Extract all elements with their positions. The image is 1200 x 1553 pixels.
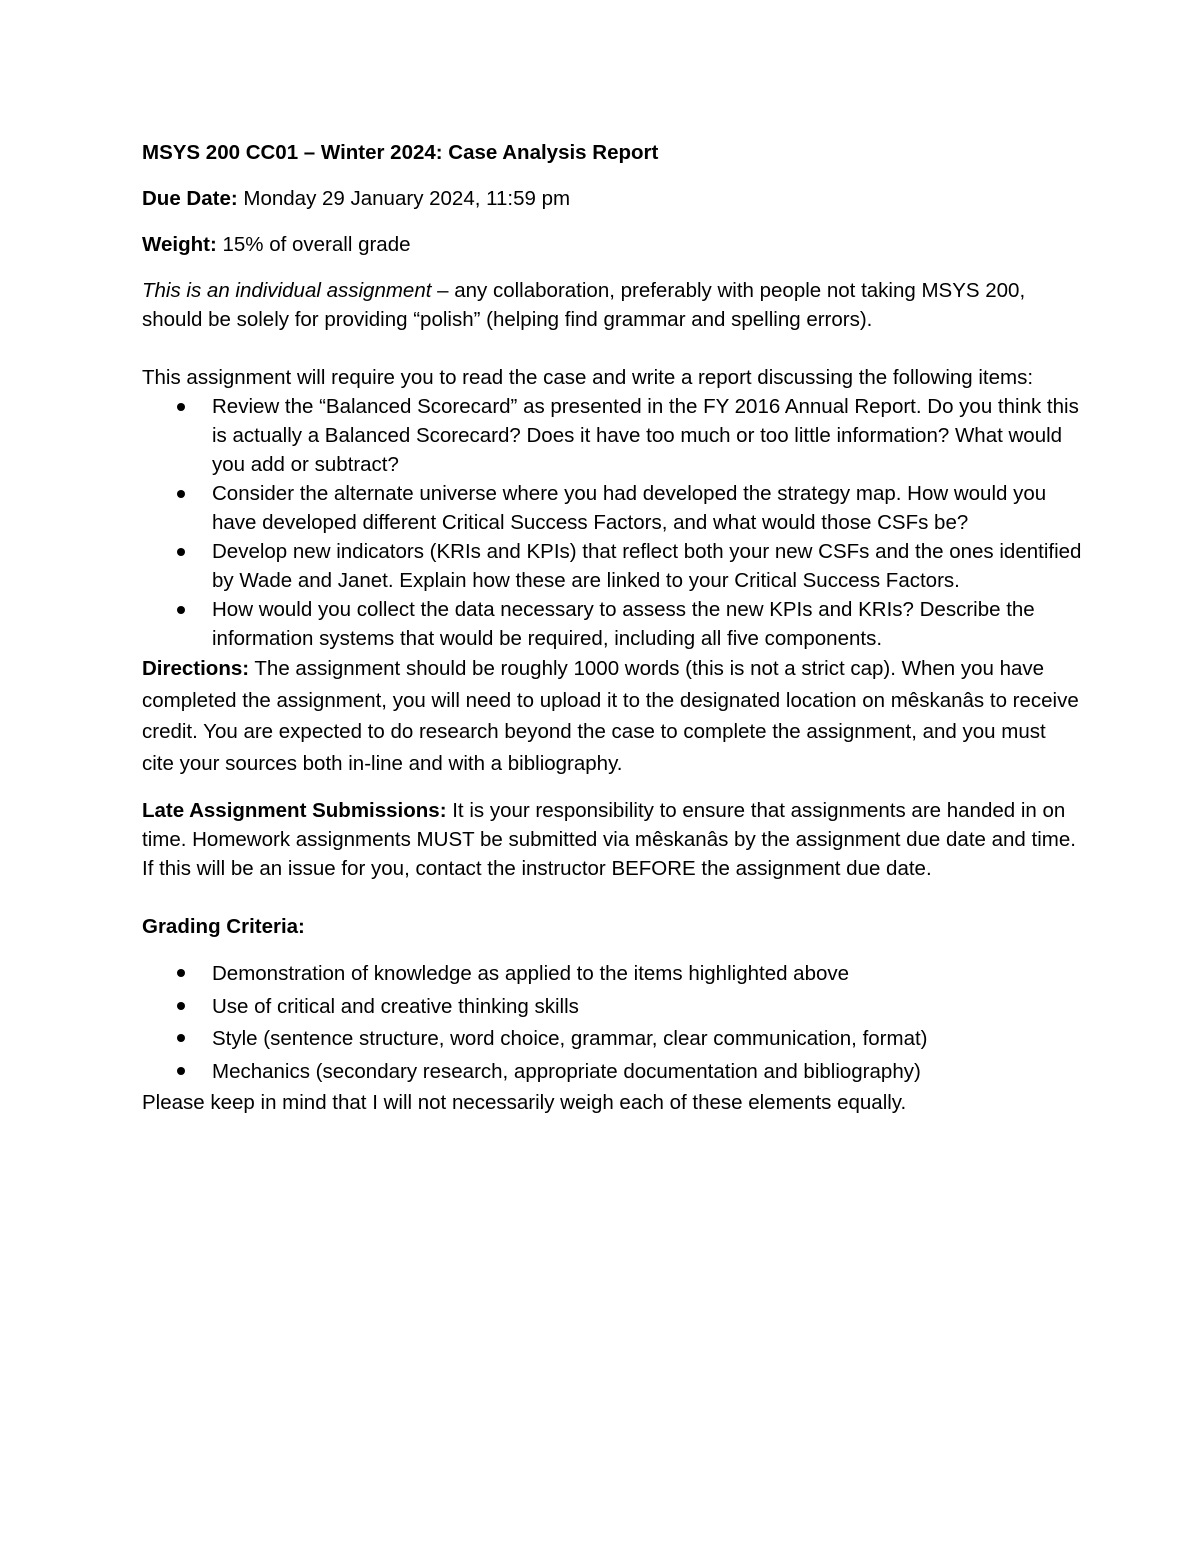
late-submissions-label: Late Assignment Submissions: [142, 799, 447, 822]
bullet-icon [177, 1002, 185, 1010]
list-item [142, 1056, 1082, 1089]
list-item-text: Review the “Balanced Scorecard” as presented in the FY 2016 Annual Report. Do you think this is actually a Balanced Scorecard? Does it have too much or too little information? What would you add or subtract? [212, 395, 1079, 476]
list-item [142, 392, 1082, 479]
document-title: MSYS 200 CC01 – Winter 2024: Case Analysis Report [142, 141, 659, 164]
grading-criteria-heading: Grading Criteria: [142, 915, 305, 938]
list-item-text: Use of critical and creative thinking skills [212, 994, 579, 1018]
list-item-text: Mechanics (secondary research, appropriate documentation and bibliography) [212, 1059, 921, 1083]
individual-assignment-italic: This is an individual assignment [142, 279, 432, 302]
list-item [142, 958, 1082, 991]
due-date-value: Monday 29 January 2024, 11:59 pm [237, 187, 571, 210]
directions-label: Directions: [142, 657, 250, 680]
late-submissions-text: It is your responsibility to ensure that assignments are handed in on time. Homework assignments MUST be submitted via mêskanâs by the assignment due date and time. If this will be an issue for you, contact the instructor BEFORE the assignment due date. [142, 799, 1076, 880]
list-item-text: Demonstration of knowledge as applied to the items highlighted above [212, 962, 850, 985]
bullet-icon [177, 606, 185, 614]
list-item [142, 991, 1082, 1024]
document-page [142, 138, 1082, 1117]
closing-note: Please keep in mind that I will not necessarily weigh each of these elements equally. [142, 1091, 907, 1114]
late-submissions-paragraph [142, 796, 1082, 883]
directions-paragraph [142, 653, 1082, 779]
weight-line [142, 230, 1082, 259]
list-item [142, 479, 1082, 537]
due-date-line [142, 184, 1082, 213]
discussion-items-list [142, 392, 1082, 653]
list-item [142, 537, 1082, 595]
assignment-intro: This assignment will require you to read the case and write a report discussing the following items: [142, 366, 1034, 389]
bullet-icon [177, 1067, 185, 1075]
bullet-icon [177, 969, 185, 977]
weight-label: Weight: [142, 233, 217, 256]
bullet-icon [177, 403, 185, 411]
individual-assignment-text: – any collaboration, preferably with people not taking MSYS 200, should be solely for providing “polish” (helping find grammar and spelling errors). [142, 279, 1026, 331]
individual-assignment-note [142, 276, 1082, 334]
due-date-label: Due Date: [142, 187, 238, 210]
list-item [142, 1023, 1082, 1056]
directions-text: The assignment should be roughly 1000 words (this is not a strict cap). When you have completed the assignment, you will need to upload it to the designated location on mêskanâs to receive credit. You are expected to do research beyond the case to complete the assignment, and you must cite your sources both in-line and with a bibliography. [142, 657, 1079, 775]
list-item-text: Consider the alternate universe where you had developed the strategy map. How would you have developed different Critical Success Factors, and what would those CSFs be? [212, 482, 1047, 534]
list-item-text: Style (sentence structure, word choice, grammar, clear communication, format) [212, 1027, 928, 1050]
weight-value: 15% of overall grade [216, 233, 411, 256]
list-item-text: Develop new indicators (KRIs and KPIs) that reflect both your new CSFs and the ones identified by Wade and Janet. Explain how these are linked to your Critical Success Factors. [212, 540, 1082, 592]
bullet-icon [177, 490, 185, 498]
bullet-icon [177, 1034, 185, 1042]
bullet-icon [177, 548, 185, 556]
grading-criteria-list [142, 958, 1082, 1088]
list-item-text: How would you collect the data necessary to assess the new KPIs and KRIs? Describe the information systems that would be required, including all five components. [212, 598, 1035, 650]
list-item [142, 595, 1082, 653]
